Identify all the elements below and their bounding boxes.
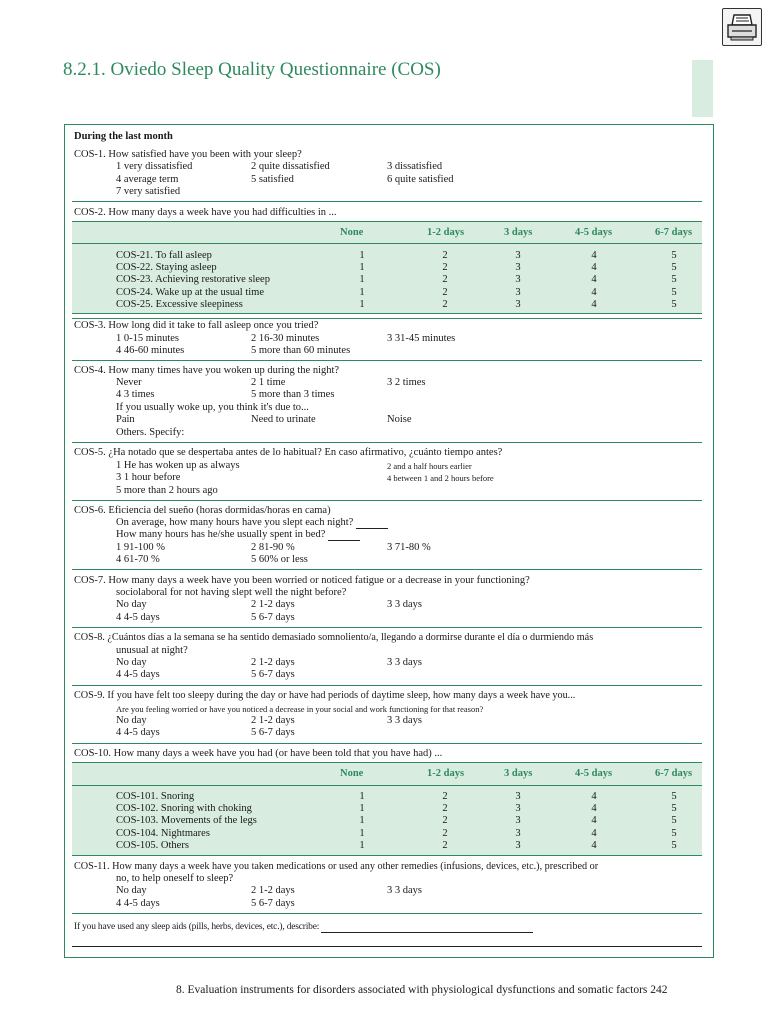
cos9-option: No day: [116, 715, 147, 726]
col-header-4-5-days: 4-5 days: [575, 227, 613, 238]
cos5-option: 2 and a half hours earlier: [387, 461, 472, 471]
cos10-rating-option[interactable]: 5: [671, 791, 677, 802]
cos4-option: Never: [116, 377, 142, 388]
cos1-option: 3 dissatisfied: [387, 161, 443, 172]
cos4-cause: Pain: [116, 414, 135, 425]
hours-slept-field[interactable]: [356, 528, 388, 529]
col-header-6-7-days: 6-7 days: [655, 768, 693, 779]
cos2-item-label: COS-23. Achieving restorative sleep: [116, 274, 270, 286]
cos2-rating-option[interactable]: 2: [442, 274, 448, 286]
cos7-option: No day: [116, 599, 147, 610]
cos2-rating-option[interactable]: 4: [591, 298, 597, 310]
cos2-rating-option[interactable]: 1: [359, 298, 365, 310]
cos5-option: 4 between 1 and 2 hours before: [387, 473, 494, 483]
cos4-question: COS-4. How many times have you woken up during the night?: [74, 365, 340, 376]
cos2-rating-option[interactable]: 5: [671, 274, 677, 286]
cos1-option: 5 satisfied: [251, 174, 294, 185]
cos2-rating-option[interactable]: 4: [591, 250, 597, 261]
cos11-question-cont: no, to help oneself to sleep?: [116, 873, 234, 884]
cos9-option: 3 3 days: [387, 715, 422, 726]
cos6-option: 1 91-100 %: [116, 542, 165, 553]
cos10-rating-option[interactable]: 5: [671, 827, 677, 839]
cos2-item-label: COS-21. To fall asleep: [116, 250, 212, 261]
cos2-rating-option[interactable]: 1: [359, 262, 365, 274]
cos2-rating-option[interactable]: 5: [671, 262, 677, 274]
print-button[interactable]: [722, 8, 762, 46]
cos6-option: 3 71-80 %: [387, 542, 431, 553]
col-header-3-days: 3 days: [504, 227, 533, 238]
cos2-rating-option[interactable]: 3: [515, 250, 521, 261]
cos1-option: 6 quite satisfied: [387, 174, 454, 185]
col-header-1-2-days: 1-2 days: [427, 768, 465, 779]
cos9-question: COS-9. If you have felt too sleepy during the day or have had periods of daytime sleep, how many days a week have you...: [74, 690, 576, 701]
cos4-option: 5 more than 3 times: [251, 389, 335, 400]
cos10-rating-option[interactable]: 5: [671, 803, 677, 815]
cos6-hours-slept-label: [116, 517, 388, 529]
cos4-option: 4 3 times: [116, 389, 155, 400]
cos2-rating-option[interactable]: 5: [671, 286, 677, 298]
cos3-option: 1 0-15 minutes: [116, 333, 179, 344]
cos10-item-label: COS-103. Movements of the legs: [116, 815, 257, 827]
cos10-rating-option[interactable]: 2: [442, 815, 448, 827]
cos8-option: 5 6-7 days: [251, 669, 295, 680]
cos2-rating-option[interactable]: 4: [591, 274, 597, 286]
divider: [72, 243, 702, 244]
cos2-rating-option[interactable]: 3: [515, 262, 521, 274]
cos5-option: 1 He has woken up as always: [116, 460, 240, 471]
cos2-rating-option[interactable]: 1: [359, 286, 365, 298]
cos6-question: COS-6. Eficiencia del sueño (horas dormidas/horas en cama): [74, 505, 331, 516]
cos6-line2: How many hours has he/she usually spent in bed?: [116, 529, 326, 540]
cos10-rating-option[interactable]: 1: [359, 815, 365, 827]
cos1-option: 1 very dissatisfied: [116, 161, 193, 172]
col-header-none: None: [340, 227, 364, 238]
hours-in-bed-field[interactable]: [328, 540, 360, 541]
cos2-rating-option[interactable]: 1: [359, 274, 365, 286]
cos5-option: 3 1 hour before: [116, 472, 181, 483]
cos11-option: 4 4-5 days: [116, 898, 160, 909]
cos11-option: 2 1-2 days: [251, 885, 295, 896]
cos10-rating-option[interactable]: 3: [515, 815, 521, 827]
cos7-option: 5 6-7 days: [251, 612, 295, 623]
cos2-rating-option[interactable]: 3: [515, 298, 521, 310]
cos11-option: 3 3 days: [387, 885, 422, 896]
cos2-rating-option[interactable]: 3: [515, 274, 521, 286]
cos8-question: COS-8. ¿Cuántos días a la semana se ha sentido demasiado somnoliento/a, llegando a dormirse durante el día o durmiendo más: [74, 632, 594, 643]
cos4-option: 2 1 time: [251, 377, 286, 388]
sleep-aids-field[interactable]: [321, 932, 533, 933]
cos10-item-label: COS-101. Snoring: [116, 791, 195, 802]
side-tab: [692, 60, 713, 117]
sleep-aids-label: [74, 921, 533, 933]
cos3-option: 4 46-60 minutes: [116, 345, 185, 356]
cos11-question: COS-11. How many days a week have you taken medications or used any other remedies (infusions, devices, etc.), prescribed or: [74, 861, 599, 872]
cos9-question-cont: Are you feeling worried or have you noticed a decrease in your social and work functioning for that reason?: [116, 704, 484, 714]
cos10-rating-option[interactable]: 3: [515, 839, 521, 851]
col-header-4-5-days: 4-5 days: [575, 768, 613, 779]
cos10-rating-option[interactable]: 4: [591, 791, 597, 802]
divider: [72, 201, 702, 202]
col-header-1-2-days: 1-2 days: [427, 227, 465, 238]
cos2-question: COS-2. How many days a week have you had difficulties in ...: [74, 207, 337, 218]
cos8-option: 2 1-2 days: [251, 657, 295, 668]
cos10-rating-option[interactable]: 1: [359, 827, 365, 839]
cos6-option: 4 61-70 %: [116, 554, 160, 565]
cos8-option: No day: [116, 657, 147, 668]
cos10-rating-option[interactable]: 4: [591, 815, 597, 827]
cos10-item-label: COS-104. Nightmares: [116, 827, 210, 839]
cos10-rating-option[interactable]: 4: [591, 827, 597, 839]
cos10-rating-option[interactable]: 2: [442, 827, 448, 839]
cos2-rating-option[interactable]: 3: [515, 286, 521, 298]
sleep-aids-text: If you have used any sleep aids (pills, herbs, devices, etc.), describe:: [74, 922, 320, 932]
cos10-rating-option[interactable]: 1: [359, 803, 365, 815]
cos2-item-label: COS-24. Wake up at the usual time: [116, 286, 264, 298]
cos10-rating-option[interactable]: 3: [515, 803, 521, 815]
cos7-option: 3 3 days: [387, 599, 422, 610]
cos2-item-label: COS-22. Staying asleep: [116, 262, 217, 274]
col-header-3-days: 3 days: [504, 768, 533, 779]
divider: [72, 360, 702, 361]
intro-heading: During the last month: [74, 131, 173, 142]
cos10-rating-option[interactable]: 5: [671, 815, 677, 827]
col-header-none: None: [340, 768, 364, 779]
cos11-option: 5 6-7 days: [251, 898, 295, 909]
cos6-option: 5 60% or less: [251, 554, 308, 565]
cos6-hours-bed-label: [116, 529, 360, 541]
cos4-cause: Need to urinate: [251, 414, 316, 425]
cos9-option: 5 6-7 days: [251, 727, 295, 738]
cos4-cause: Noise: [387, 414, 412, 425]
cos6-option: 2 81-90 %: [251, 542, 295, 553]
cos3-question: COS-3. How long did it take to fall asleep once you tried?: [74, 320, 319, 331]
cos2-rating-option[interactable]: 4: [591, 286, 597, 298]
cos2-item-label: COS-25. Excessive sleepiness: [116, 298, 243, 310]
cos7-question: COS-7. How many days a week have you been worried or noticed fatigue or a decrease in your functioning?: [74, 575, 530, 586]
cos7-option: 4 4-5 days: [116, 612, 160, 623]
cos4-option: 3 2 times: [387, 377, 426, 388]
cos9-option: 4 4-5 days: [116, 727, 160, 738]
divider: [72, 318, 702, 319]
cos4-followup: If you usually woke up, you think it's due to...: [116, 402, 309, 413]
cos2-rating-option[interactable]: 2: [442, 250, 448, 261]
cos3-option: 2 16-30 minutes: [251, 333, 320, 344]
section-title: 8.2.1. Oviedo Sleep Quality Questionnaire (COS): [63, 59, 441, 80]
cos7-question-cont: sociolaboral for not having slept well the night before?: [116, 587, 347, 598]
cos2-rating-option[interactable]: 5: [671, 250, 677, 261]
cos10-rating-option[interactable]: 2: [442, 791, 448, 802]
cos2-rating-option[interactable]: 1: [359, 250, 365, 261]
printer-icon: [723, 9, 761, 45]
cos3-option: 3 31-45 minutes: [387, 333, 456, 344]
cos10-rating-option[interactable]: 1: [359, 839, 365, 851]
col-header-6-7-days: 6-7 days: [655, 227, 693, 238]
cos5-question: COS-5. ¿Ha notado que se despertaba antes de lo habitual? En caso afirmativo, ¿cuánto tiempo antes?: [74, 447, 503, 458]
divider: [72, 569, 702, 570]
cos11-option: No day: [116, 885, 147, 896]
cos10-rating-option[interactable]: 3: [515, 791, 521, 802]
cos8-option: 4 4-5 days: [116, 669, 160, 680]
cos7-option: 2 1-2 days: [251, 599, 295, 610]
cos2-rating-option[interactable]: 2: [442, 298, 448, 310]
cos10-rating-option[interactable]: 3: [515, 827, 521, 839]
cos2-rating-option[interactable]: 5: [671, 298, 677, 310]
cos10-item-label: COS-102. Snoring with choking: [116, 803, 252, 815]
divider: [72, 743, 702, 744]
cos1-question: COS-1. How satisfied have you been with your sleep?: [74, 149, 302, 160]
cos8-option: 3 3 days: [387, 657, 422, 668]
cos4-other: Others. Specify:: [116, 427, 185, 438]
cos6-line1: On average, how many hours have you slept each night?: [116, 517, 354, 528]
divider: [72, 442, 702, 443]
cos2-rating-option[interactable]: 4: [591, 262, 597, 274]
cos3-option: 5 more than 60 minutes: [251, 345, 351, 356]
cos2-rating-option[interactable]: 2: [442, 262, 448, 274]
divider: [72, 627, 702, 628]
cos1-option: 4 average term: [116, 174, 179, 185]
cos8-question-cont: unusual at night?: [116, 645, 188, 656]
cos5-option: 5 more than 2 hours ago: [116, 485, 218, 496]
answer-line[interactable]: [72, 946, 702, 947]
cos9-option: 2 1-2 days: [251, 715, 295, 726]
cos10-rating-option[interactable]: 4: [591, 839, 597, 851]
page-footer: 8. Evaluation instruments for disorders associated with physiological dysfunctions and somatic factors 242: [176, 984, 668, 996]
cos10-rating-option[interactable]: 2: [442, 803, 448, 815]
cos10-item-label: COS-105. Others: [116, 839, 189, 851]
cos1-option: 7 very satisfied: [116, 186, 181, 197]
cos1-option: 2 quite dissatisfied: [251, 161, 330, 172]
divider: [72, 913, 702, 914]
cos10-question: COS-10. How many days a week have you had (or have been told that you have had) ...: [74, 748, 443, 759]
divider: [72, 500, 702, 501]
divider: [72, 685, 702, 686]
cos10-rating-option[interactable]: 1: [359, 791, 365, 802]
cos10-rating-option[interactable]: 5: [671, 839, 677, 851]
cos2-rating-option[interactable]: 2: [442, 286, 448, 298]
cos10-rating-option[interactable]: 2: [442, 839, 448, 851]
divider: [72, 785, 702, 786]
cos10-rating-option[interactable]: 4: [591, 803, 597, 815]
